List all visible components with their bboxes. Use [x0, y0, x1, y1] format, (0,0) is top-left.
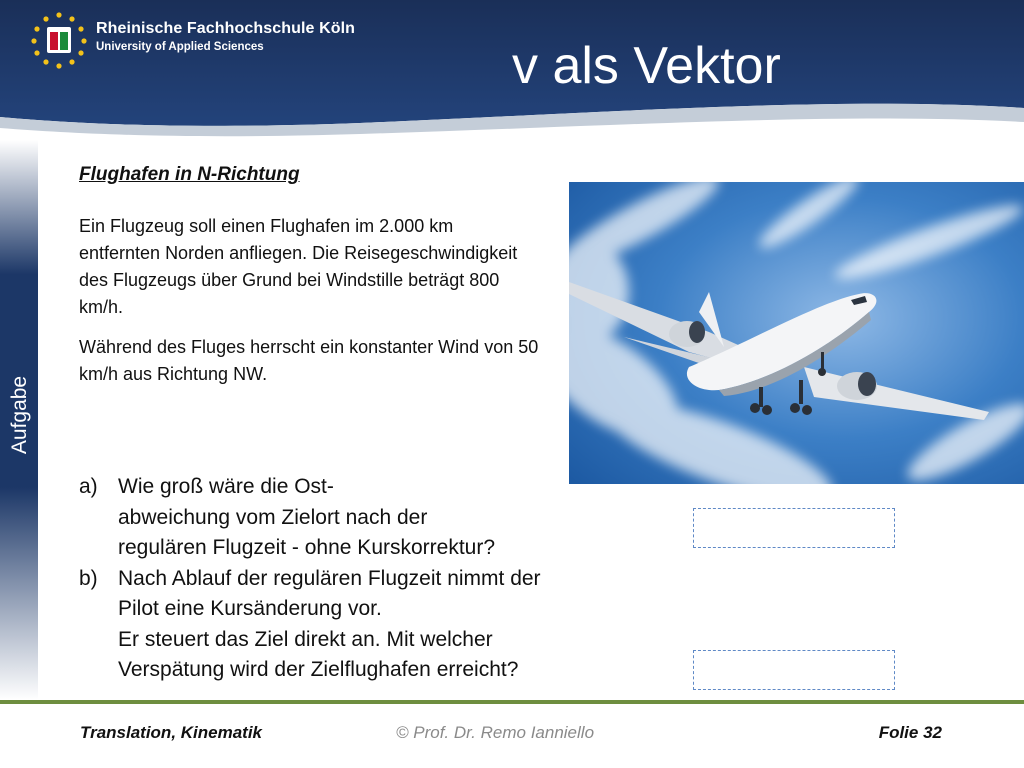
university-name: Rheinische Fachhochschule Köln	[96, 20, 356, 37]
footer-slide-number: Folie 32	[878, 723, 942, 742]
airplane-image	[569, 182, 1024, 484]
question-b-label: b)	[79, 566, 98, 590]
question-list	[79, 472, 659, 686]
question-a	[79, 472, 659, 564]
question-b	[79, 564, 659, 686]
task-subheading: Flughafen in N-Richtung	[79, 164, 300, 185]
university-logo	[28, 10, 90, 70]
question-b-text: Nach Ablauf der regulären Flugzeit nimmt der Pilot eine Kursänderung vor. Er steuert das Ziel direkt an. Mit welcher Verspätung wird der Zielflughafen erreicht?	[118, 566, 541, 681]
task-paragraph-1: Ein Flugzeug soll einen Flughafen im 2.000 km entfernten Norden anfliegen. Die Reisegeschwindigkeit des Flugzeugs über Grund bei Windstille beträgt 800 km/h.	[79, 216, 518, 317]
section-label: Aufgabe	[8, 375, 31, 455]
airplane-photo	[569, 182, 1024, 484]
answer-box-a	[693, 508, 895, 548]
question-a-label: a)	[79, 475, 98, 498]
question-a-text: Wie groß wäre die Ost- abweichung vom Zielort nach der regulären Flugzeit - ohne Kurskorrektur?	[118, 475, 496, 559]
task-paragraph-2: Während des Fluges herrscht ein konstanter Wind von 50 km/h aus Richtung NW.	[79, 337, 539, 384]
answer-box-b	[693, 650, 895, 690]
footer-author: © Prof. Dr. Remo Ianniello	[396, 723, 595, 742]
footer-divider	[0, 700, 1024, 704]
university-subtitle: University of Applied Sciences	[96, 41, 264, 53]
slide-title: v als Vektor	[512, 37, 781, 95]
slide-header	[0, 0, 1024, 150]
footer-topic: Translation, Kinematik	[80, 723, 263, 742]
